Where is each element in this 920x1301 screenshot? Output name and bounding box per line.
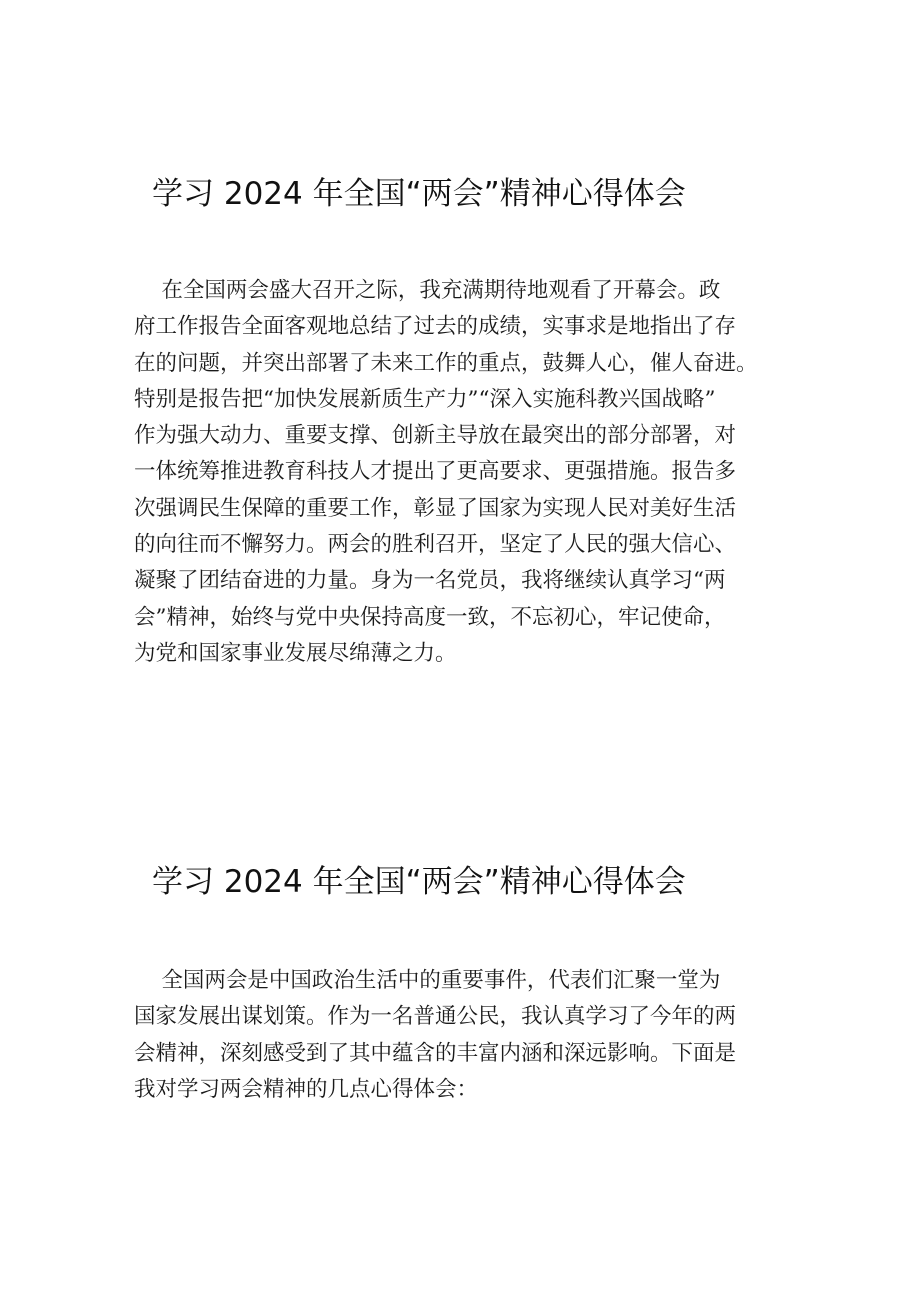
section-title: 学习 2024 年全国“两会”精神心得体会 [152, 176, 686, 212]
text-line: 会”精神，始终与党中央保持高度一致，不忘初心，牢记使命， [134, 604, 726, 630]
text-line: 作为强大动力、重要支撑、创新主导放在最突出的部分部署，对 [134, 423, 737, 449]
text-line: 为党和国家事业发展尽绵薄之力。 [134, 640, 457, 666]
text-line: 次强调民生保障的重要工作，彰显了国家为实现人民对美好生活 [134, 495, 737, 521]
text-line: 国家发展出谋划策。作为一名普通公民，我认真学习了今年的两 [134, 1004, 737, 1030]
text-line: 凝聚了团结奋进的力量。身为一名党员，我将继续认真学习“两 [134, 568, 726, 594]
text-line: 会精神，深刻感受到了其中蕴含的丰富内涵和深远影响。下面是 [134, 1040, 737, 1066]
text-line: 在的问题，并突出部署了未来工作的重点，鼓舞人心，催人奋进。 [134, 350, 758, 376]
section-title: 学习 2024 年全国“两会”精神心得体会 [152, 864, 686, 900]
text-line: 我对学习两会精神的几点心得体会： [134, 1076, 479, 1102]
text-line: 特别是报告把“加快发展新质生产力”“深入实施科教兴国战略” [134, 386, 716, 412]
paragraph [134, 273, 814, 672]
text-line: 府工作报告全面客观地总结了过去的成绩，实事求是地指出了存 [134, 314, 737, 340]
paragraph [134, 963, 814, 1108]
text-line: 一体统筹推进教育科技人才提出了更高要求、更强措施。报告多 [134, 459, 737, 485]
text-line: 在全国两会盛大召开之际，我充满期待地观看了开幕会。政 [134, 278, 721, 303]
text-line: 的向往而不懈努力。两会的胜利召开，坚定了人民的强大信心、 [134, 532, 737, 558]
text-line: 全国两会是中国政治生活中的重要事件，代表们汇聚一堂为 [134, 968, 721, 993]
